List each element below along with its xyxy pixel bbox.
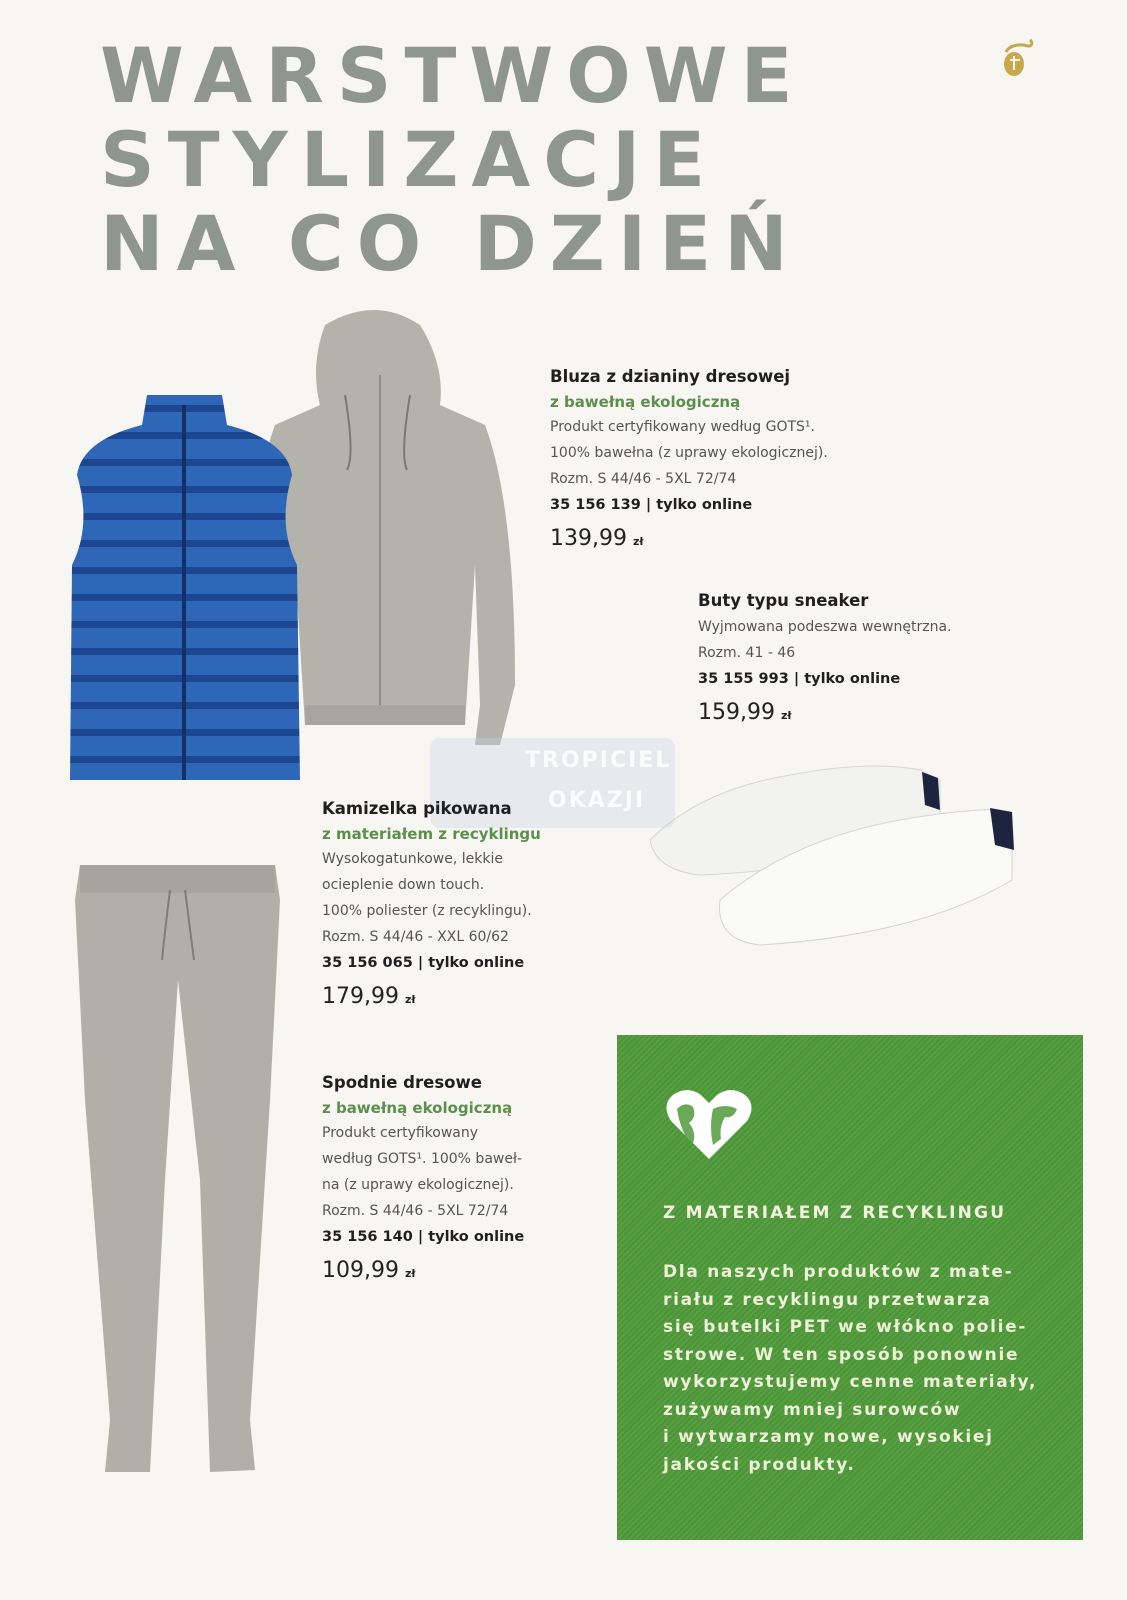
tchibo-logo-icon [1000, 38, 1036, 78]
info-box-line: jakości produkty. [663, 1454, 856, 1475]
product-size: Rozm. S 44/46 - 5XL 72/74 [322, 1203, 509, 1219]
product-desc-line: na (z uprawy ekologicznej). [322, 1177, 514, 1193]
product-name: Buty typu sneaker [698, 591, 869, 610]
product-desc-line: Produkt certyfikowany według GOTS¹. [550, 419, 815, 435]
price-value: 179,99 [322, 984, 399, 1009]
product-price [322, 982, 541, 1015]
product-subtitle: z materiałem z recyklingu [322, 825, 541, 843]
info-box-title: Z MATERIAŁEM Z RECYKLINGU [663, 1203, 1007, 1223]
info-box-line: i wytwarzamy nowe, wysokiej [663, 1427, 994, 1447]
price-currency: zł [632, 535, 644, 548]
product-sku: 35 156 139 | tylko online [550, 497, 753, 513]
product-price [322, 1256, 524, 1289]
price-value: 109,99 [322, 1258, 399, 1283]
info-box-body [663, 1259, 1073, 1479]
product-size: Rozm. S 44/46 - 5XL 72/74 [550, 471, 737, 487]
product-price [550, 524, 828, 557]
watermark-line-2: OKAZJI [548, 788, 646, 813]
info-box-line: Dla naszych produktów z mate- [663, 1262, 1014, 1282]
headline-line-1: WARSTWOWE [100, 31, 806, 120]
vest-image [62, 385, 307, 785]
price-value: 159,99 [698, 700, 775, 725]
product-desc-line: według GOTS¹. 100% baweł- [322, 1151, 522, 1167]
sneakers-image [640, 750, 1020, 950]
product-subtitle: z bawełną ekologiczną [322, 1099, 513, 1117]
product-size: Rozm. 41 - 46 [698, 645, 796, 661]
product-price [698, 698, 951, 731]
product-desc-line: Produkt certyfikowany [322, 1125, 479, 1141]
info-box-line: się butelki PET we włókno polie- [663, 1317, 1028, 1337]
product-desc-line: ocieplenie down touch. [322, 877, 485, 893]
heart-globe-icon [663, 1087, 755, 1163]
page-headline [100, 31, 806, 288]
product-trousers [322, 1070, 524, 1289]
trousers-image [70, 860, 285, 1480]
info-box-line: zużywamy mniej surowców [663, 1399, 962, 1420]
product-sneakers [698, 588, 951, 731]
info-box-line: riału z recyklingu przetwarza [663, 1289, 992, 1310]
watermark-line-1: TROPICIEL [525, 748, 672, 773]
product-desc-line: Wyjmowana podeszwa wewnętrzna. [698, 619, 952, 635]
product-name: Spodnie dresowe [322, 1073, 482, 1092]
headline-line-3: NA CO DZIEŃ [100, 199, 801, 288]
price-currency: zł [404, 993, 416, 1006]
product-sku: 35 156 065 | tylko online [322, 955, 525, 971]
product-hoodie [550, 364, 828, 557]
product-subtitle: z bawełną ekologiczną [550, 393, 741, 411]
product-desc-line: Wysokogatunkowe, lekkie [322, 851, 503, 867]
product-size: Rozm. S 44/46 - XXL 60/62 [322, 929, 509, 945]
info-box-line: strowe. W ten sposób ponownie [663, 1344, 1020, 1365]
product-desc-line: 100% bawełna (z uprawy ekologicznej). [550, 445, 828, 461]
price-value: 139,99 [550, 526, 627, 551]
product-desc-line: 100% poliester (z recyklingu). [322, 903, 532, 919]
product-sku: 35 155 993 | tylko online [698, 671, 901, 687]
recycling-info-box [617, 1035, 1083, 1540]
product-vest [322, 796, 541, 1015]
product-name: Bluza z dzianiny dresowej [550, 367, 791, 386]
price-currency: zł [780, 709, 792, 722]
info-box-line: wykorzystujemy cenne materiały, [663, 1372, 1038, 1392]
headline-line-2: STYLIZACJE [100, 115, 719, 204]
price-currency: zł [404, 1267, 416, 1280]
product-sku: 35 156 140 | tylko online [322, 1229, 525, 1245]
product-name: Kamizelka pikowana [322, 799, 512, 818]
